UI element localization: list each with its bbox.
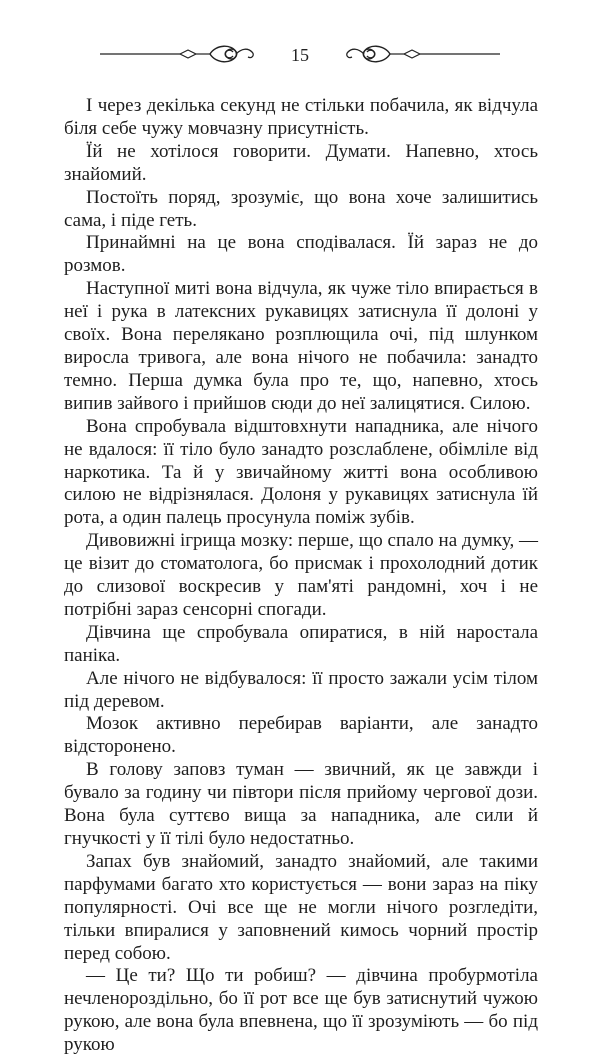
paragraph: В голову заповз туман — звичний, як це завжди і бувало за годину чи півтори після прийому чергової дози. Вона була суттєво вища за нападника, але сили й гнучкості у її тілі було недостатньо. (64, 759, 538, 849)
body-text (64, 95, 538, 1057)
paragraph: Але нічого не відбувалося: її просто зажали усім тілом під деревом. (64, 667, 538, 712)
right-flourish-ornament (340, 38, 540, 72)
left-flourish-ornament (60, 38, 260, 72)
paragraph: І через декілька секунд не стільки побачила, як відчула біля себе чужу мовчазну присутність. (64, 95, 538, 139)
paragraph: Запах був знайомий, занадто знайомий, але такими парфумами багато хто користується — вони зараз на піку популярності. Очі все ще не могли нічого розгледіти, тільки впиралися у заповнений кимось чорний простір перед собою. (64, 850, 538, 964)
paragraph: Дивовижні ігрища мозку: перше, що спало на думку, — це візит до стоматолога, бо присмак і прохолодний дотик до слизової воскресив у пам'яті рандомні, хоч і не потрібні зараз сенсорні спогади. (64, 530, 538, 620)
paragraph: Принаймні на це вона сподівалася. Їй зараз не до розмов. (64, 232, 538, 277)
paragraph: — Це ти? Що ти робиш? — дівчина пробурмотіла нечленороздільно, бо її рот все ще був затиснутий чужою рукою, але вона була впевнена, що її зрозуміють — бо під рукою (64, 965, 538, 1056)
paragraph: Їй не хотілося говорити. Думати. Напевно, хтось знайомий. (64, 140, 538, 185)
page-number: 15 (291, 45, 309, 65)
paragraph: Дівчина ще спробувала опиратися, в ній наростала паніка. (64, 621, 538, 666)
page-header (60, 38, 540, 72)
paragraph: Наступної миті вона відчула, як чуже тіло впирається в неї і рука в латексних рукавицях затиснула її долоні у своїх. Вона перелякано розплющила очі, під шлунком виросла тривога, але вона нічого не побачила: занадто темно. Перша думка була про те, що, напевно, хтось випив зайвого і прийшов сюди до неї залицятися. Силою. (64, 278, 538, 414)
paragraph: Вона спробувала відштовхнути нападника, але нічого не вдалося: її тіло було занадто розслаблене, обімліле від наркотика. Та й у звичайному житті вона особливою силою не відрізнялася. Долоня у рукавицях затиснула їй рота, а один палець просунула поміж зубів. (64, 415, 538, 529)
paragraph: Мозок активно перебирав варіанти, але занадто відсторонено. (64, 713, 538, 758)
paragraph: Постоїть поряд, зрозуміє, що вона хоче залишитись сама, і піде геть. (64, 186, 538, 231)
